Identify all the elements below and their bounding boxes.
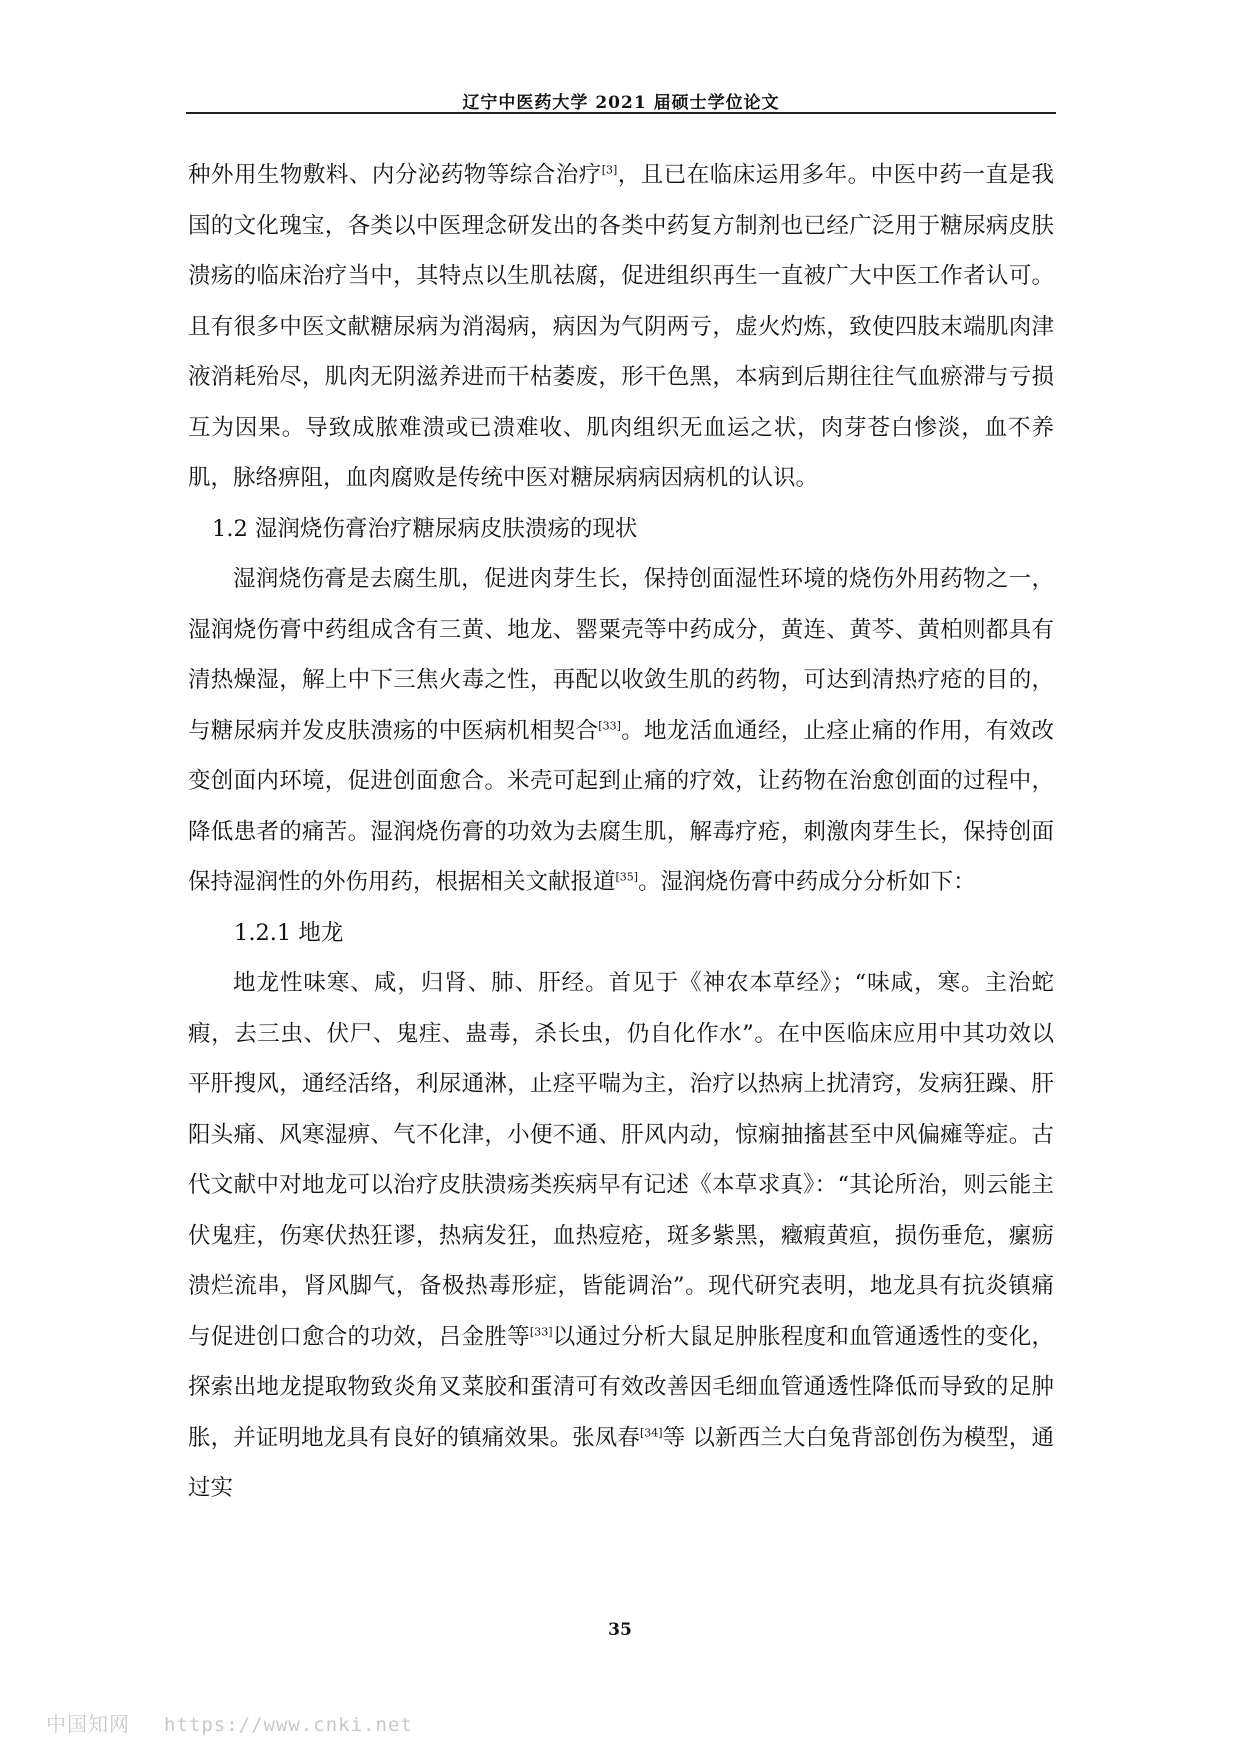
running-header: 辽宁中医药大学 2021 届硕士学位论文 (462, 93, 780, 113)
citation-ref: [34] (639, 1426, 663, 1439)
paragraph-continuation (188, 150, 1054, 504)
page-body (188, 150, 1054, 1514)
paragraph-text: 。地龙活血通经，止痉止痛的作用，有效改变创面内环境，促进创面愈合。米壳可起到止痛的疗效，让药物在治愈创面的过程中，降低患者的痛苦。湿润烧伤膏的功效为去腐生肌，解毒疗疮，刺激肉芽生长，保持创面保持湿润性的外伤用药，根据相关文献报道 (188, 717, 1054, 895)
paragraph-moist-burn-ointment (188, 554, 1054, 908)
paragraph-text: 地龙性味寒、咸，归肾、肺、肝经。首见于《神农本草经》；“味咸，寒。主治蛇瘕，去三虫、伏尸、鬼疰、蛊毒，杀长虫，仍自化作水”。在中医临床应用中其功效以平肝搜风，通经活络，利尿通淋，止痉平喘为主，治疗以热病上扰清窍，发病狂躁、肝阳头痛、风寒湿痹、气不化津，小便不通、肝风内动，惊痫抽搐甚至中风偏瘫等症。古代文献中对地龙可以治疗皮肤溃疡类疾病早有记述《本草求真》：“其论所治，则云能主伏鬼疰，伤寒伏热狂谬，热病发狂，血热痘疮，斑多紫黑，癥瘕黄疸，损伤垂危，瘰疬溃烂流串，肾风脚气，备极热毒形症，皆能调治”。现代研究表明，地龙具有抗炎镇痛与促进创口愈合的功效，吕金胜等 (188, 970, 1054, 1350)
citation-ref: [33] (529, 1325, 553, 1338)
watermark-brand: 中国知网 (46, 1714, 130, 1736)
paragraph-text: 种外用生物敷料、内分泌药物等综合治疗 (188, 162, 602, 188)
section-heading-1-2-1: 1.2.1 地龙 (234, 919, 344, 946)
paragraph-text: 。湿润烧伤膏中药成分分析如下： (638, 869, 976, 895)
watermark-url: https://www.cnki.net (164, 1714, 413, 1736)
page-number: 35 (608, 1620, 632, 1640)
paragraph-text: 湿润烧伤膏是去腐生肌，促进肉芽生长，保持创面湿性环境的烧伤外用药物之一，湿润烧伤膏中药组成含有三黄、地龙、罂粟壳等中药成分，黄连、黄芩、黄柏则都具有清热燥湿，解上中下三焦火毒之性，再配以收敛生肌的药物，可达到清热疗疮的目的，与糖尿病并发皮肤溃疡的中医病机相契合 (188, 566, 1054, 744)
section-heading-1-2: 1.2 湿润烧伤膏治疗糖尿病皮肤溃疡的现状 (212, 515, 638, 542)
paragraph-text: 等 以新西兰大白兔背部创伤为模型，通过实 (188, 1424, 1054, 1501)
paragraph-text: 以通过分析大鼠足肿胀程度和血管通透性的变化，探索出地龙提取物致炎角叉菜胶和蛋清可有效改善因毛细血管通透性降低而导致的足肿胀，并证明地龙具有良好的镇痛效果。张凤春 (188, 1323, 1054, 1451)
header-divider (186, 112, 1056, 114)
citation-ref: [35] (615, 870, 639, 884)
citation-ref: [33] (598, 719, 621, 732)
cnki-watermark (46, 1708, 413, 1737)
citation-ref: [3] (601, 163, 618, 177)
paragraph-text: ，且已在临床运用多年。中医中药一直是我国的文化瑰宝，各类以中医理念研发出的各类中药复方制剂也已经广泛用于糖尿病皮肤溃疡的临床治疗当中，其特点以生肌祛腐，促进组织再生一直被广大中医工作者认可。且有很多中医文献糖尿病为消渴病，病因为气阴两亏，虚火灼炼，致使四肢末端肌肉津液消耗殆尽，肌肉无阴滋养进而干枯萎废，形干色黑，本病到后期往往气血瘀滞与亏损互为因果。导致成脓难溃或已溃难收、肌肉组织无血运之状，肉芽苍白惨淡，血不养肌，脉络痹阻，血肉腐败是传统中医对糖尿病病因病机的认识。 (188, 162, 1054, 491)
paragraph-dilong (188, 958, 1054, 1514)
